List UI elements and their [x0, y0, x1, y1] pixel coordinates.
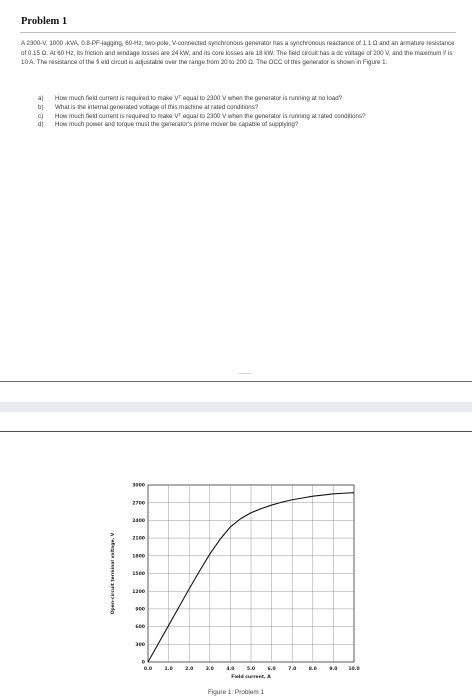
problem-statement: A 2300-V, 1000 -kVA, 0.8-PF-lagging, 60-Hz, two-pole, V-connected synchronous generator has a synchronous reactance of 1.1 Ω and an armature resistance of 0.15 Ω. At 60 Hz, its friction and windage losses are 24 kW, and its core losses are 18 kW. The field circuit has a dc voltage of 200 V, and the maximum Iᶠ is 10 A. The resistance of the fi eld circuit is adjustable over the range from 20 to 200 Ω. The OCC of this generator is shown in Figure 1.	[21, 40, 455, 67]
page-break-line	[0, 431, 472, 432]
y-tick-label: 1800	[132, 554, 145, 560]
x-axis-title: Field current, A	[231, 675, 271, 680]
question-item	[38, 104, 428, 113]
question-letter: c)	[38, 112, 44, 120]
x-tick-label: 2.0	[185, 667, 194, 672]
page-break-line	[0, 381, 472, 382]
y-tick-label: 0	[141, 660, 145, 666]
question-text: How much field current is required to make Vᵀ equal to 2300 V when the generator is running at no load?	[55, 95, 343, 102]
question-item	[38, 95, 428, 104]
y-tick-label: 600	[135, 625, 145, 631]
question-text: What is the internal generated voltage of this machine at rated conditions?	[55, 103, 259, 111]
y-tick-label: 900	[135, 607, 145, 613]
y-axis-title: Open-circuit terminal voltage, V	[111, 532, 116, 615]
x-tick-label: 1.0	[164, 667, 173, 672]
question-text: How much power and torque must the generator's prime mover be capable of supplying?	[55, 121, 299, 129]
y-tick-label: 2100	[132, 536, 145, 542]
question-item	[38, 121, 428, 130]
occ-chart	[90, 478, 380, 683]
question-text: How much field current is required to make Vᵀ equal to 2300 V when the generator is running at rated conditions?	[55, 112, 366, 120]
y-tick-label: 1200	[132, 589, 145, 595]
x-tick-label: 8.0	[308, 667, 317, 672]
figure-caption: Figure 1: Problem 1	[207, 689, 265, 696]
y-tick-label: 300	[135, 642, 145, 648]
y-tick-label: 2400	[132, 519, 145, 524]
x-tick-label: 4.0	[226, 667, 235, 672]
x-tick-label: 7.0	[288, 667, 297, 672]
question-letter: a)	[38, 95, 44, 102]
x-tick-label: 10.0	[348, 667, 360, 672]
title-divider	[20, 32, 456, 33]
y-tick-label: 1500	[132, 572, 145, 578]
question-letter: b)	[38, 103, 44, 111]
question-item	[38, 113, 428, 122]
x-tick-label: 5.0	[246, 667, 256, 672]
y-tick-label: 2700	[132, 501, 145, 507]
question-list	[38, 95, 428, 130]
x-tick-label: 3.0	[205, 667, 214, 672]
question-letter: d)	[38, 121, 44, 129]
page-gap-band	[0, 402, 472, 412]
x-tick-label: 6.0	[267, 667, 276, 672]
faint-scan-mark	[238, 373, 252, 374]
problem-title: Problem 1	[21, 16, 68, 27]
x-tick-label: 9.0	[329, 667, 338, 672]
y-tick-label: 3000	[132, 483, 145, 489]
x-tick-label: 0.0	[143, 667, 153, 672]
